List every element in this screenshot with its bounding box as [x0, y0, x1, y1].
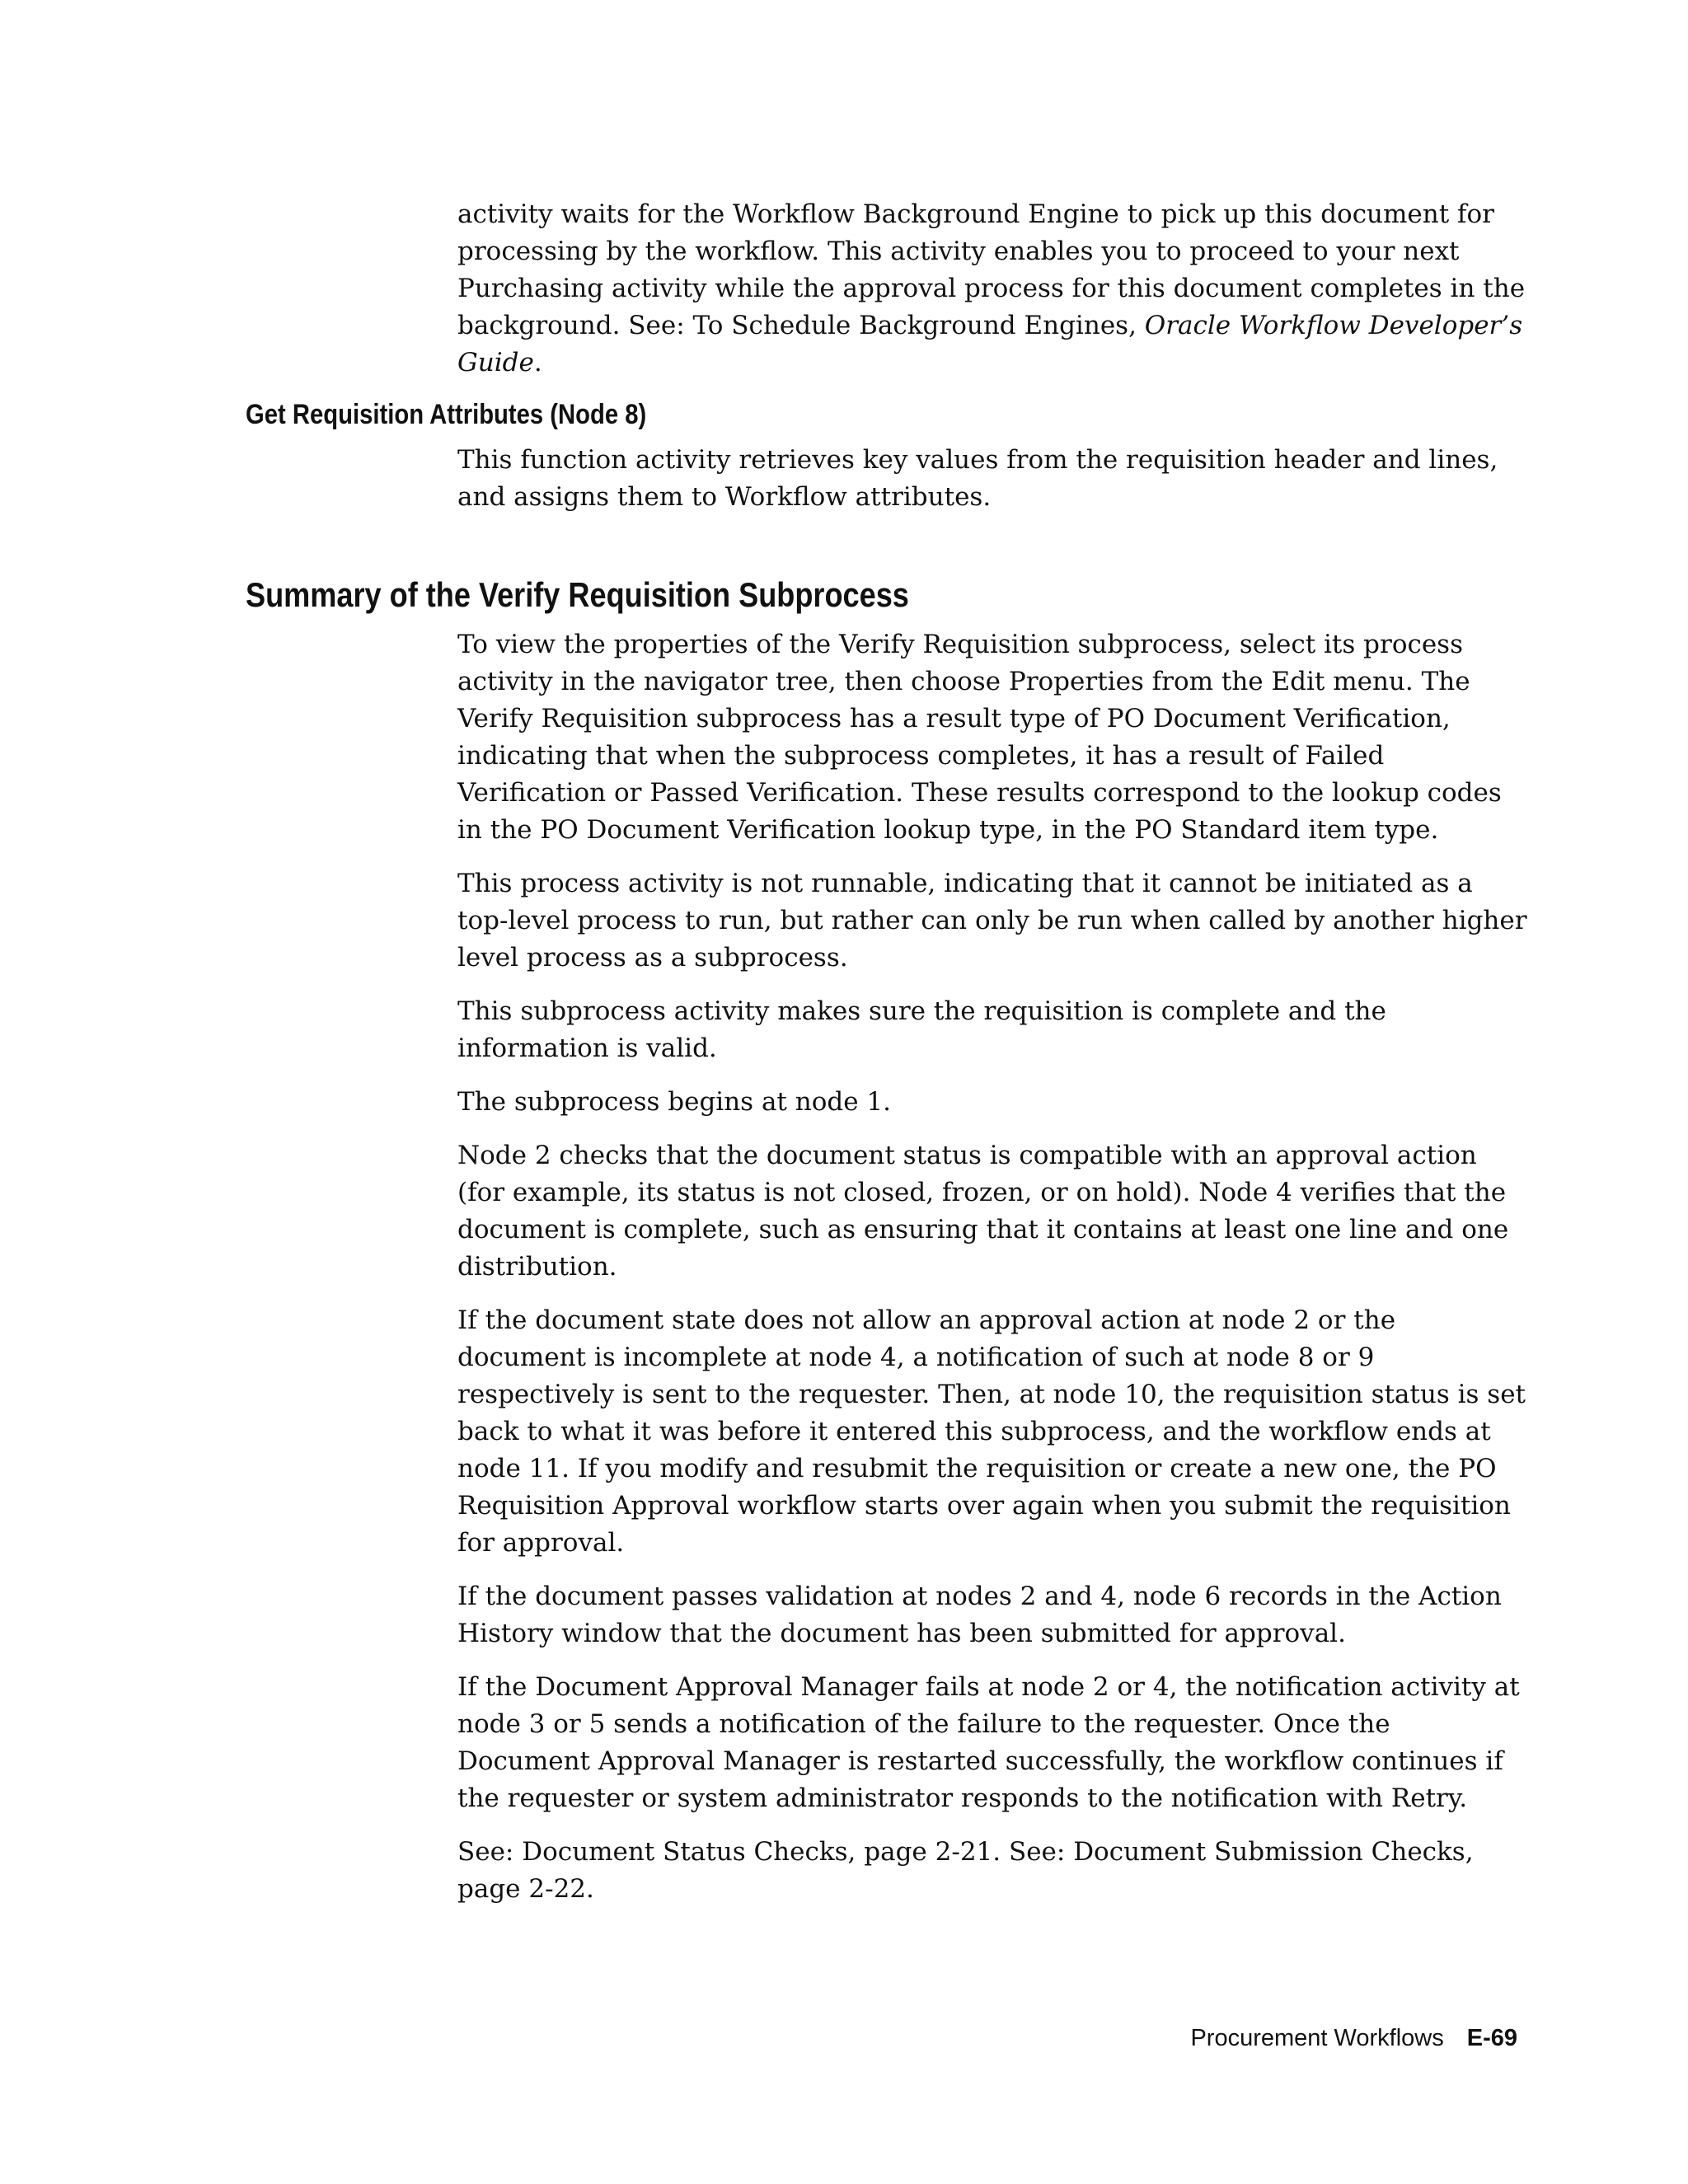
footer-section-title: Procurement Workflows: [1190, 2025, 1444, 2051]
verify-paragraph-manager-fails: If the Document Approval Manager fails at node 2 or 4, the notification activity at node 3 or 5 sends a notification of the failure to the requester. Once the Document Approval Manager is restarted successfully, the workflow continues if the requester or system administrator responds to the notification with Retry.: [457, 1672, 1520, 1813]
verify-paragraph-state-not-allowed: If the document state does not allow an approval action at node 2 or the document is incomplete at node 4, a notification of such at node 8 or 9 respectively is sent to the requester. Then, at node 10, the requisition status is set back to what it was before it entered this subprocess, and the workflow ends at node 11. If you modify and resubmit the requisition or create a new one, the PO Requisition Approval workflow starts over again when you submit the requisition for approval.: [457, 1305, 1526, 1558]
intro-text-end: .: [533, 348, 542, 377]
footer-page-number: E-69: [1466, 2025, 1517, 2051]
verify-paragraph-not-runnable: This process activity is not runnable, indicating that it cannot be initiated as a top-level process to run, but rather can only be run when called by another higher level process as a subprocess.: [457, 869, 1527, 972]
verify-requisition-section: [457, 626, 1529, 1924]
get-requisition-attributes-section: [457, 442, 1529, 532]
get-requisition-attributes-paragraph: This function activity retrieves key values from the requisition header and lines, and assigns them to Workflow attributes.: [457, 445, 1498, 512]
verify-paragraph-properties: To view the properties of the Verify Requisition subprocess, select its process activity in the navigator tree, then choose Properties from the Edit menu. The Verify Requisition subprocess has a result type of PO Document Verification, indicating that when the subprocess completes, it has a result of Failed Verification or Passed Verification. These results correspond to the lookup codes in the PO Document Verification lookup type, in the PO Standard item type.: [457, 630, 1502, 845]
citation-developers-guide: Oracle Workflow Developer’s Guide: [457, 311, 1523, 377]
page-footer: [1190, 2023, 1517, 2053]
verify-paragraph-begins: The subprocess begins at node 1.: [457, 1087, 891, 1117]
heading-get-requisition-attributes: Get Requisition Attributes (Node 8): [246, 399, 647, 430]
intro-text: [457, 196, 1529, 382]
intro-paragraph: [457, 196, 1529, 398]
verify-paragraph-passes-validation: If the document passes validation at nodes 2 and 4, node 6 records in the Action History window that the document has been submitted for approval.: [457, 1582, 1502, 1648]
heading-verify-requisition-summary: Summary of the Verify Requisition Subprocess: [246, 575, 909, 614]
verify-paragraph-see-also: See: Document Status Checks, page 2-21. See: Document Submission Checks, page 2-22.: [457, 1837, 1474, 1904]
verify-paragraph-node-checks: Node 2 checks that the document status is compatible with an approval action (for example, its status is not closed, frozen, or on hold). Node 4 verifies that the document is complete, such as ensuring that it contains at least one line and one distribution.: [457, 1141, 1509, 1282]
verify-paragraph-makes-sure: This subprocess activity makes sure the requisition is complete and the information is valid.: [457, 996, 1386, 1063]
intro-text-main: activity waits for the Workflow Background Engine to pick up this document for processing by the workflow. This activity enables you to proceed to your next Purchasing activity while the approval process for this document completes in the background. See: To Schedule Background Engines,: [457, 199, 1526, 340]
